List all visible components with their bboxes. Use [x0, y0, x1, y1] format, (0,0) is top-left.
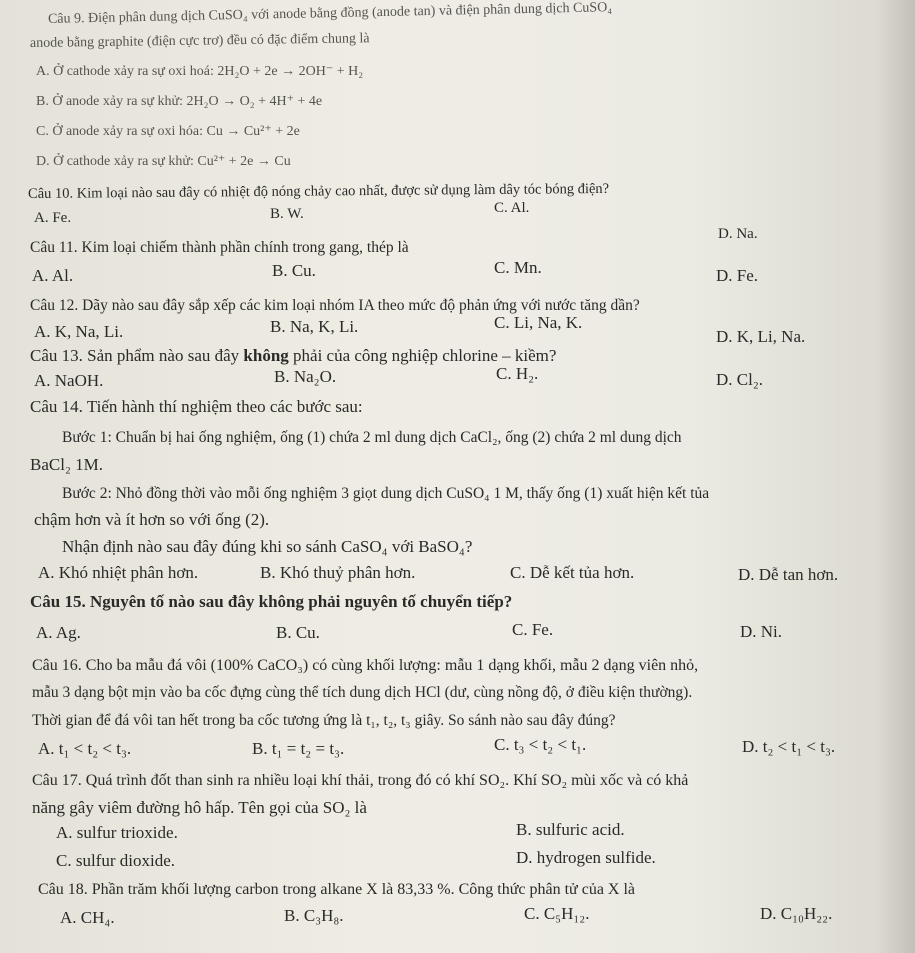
q16-option-d: D. t₂ < t₁ < t₃.	[742, 737, 836, 756]
q12-option-c: C. Li, Na, K.	[494, 313, 583, 332]
q16-stem-line1: Câu 16. Cho ba mẫu đá vôi (100% CaCO₃) có cùng khối lượng: mẫu 1 dạng khối, mẫu 2 dạng viên nhỏ,	[32, 657, 699, 674]
q17-stem-line1: Câu 17. Quá trình đốt than sinh ra nhiều loại khí thải, trong đó có khí SO₂. Khí SO₂ mùi xốc và có khả	[32, 772, 689, 789]
q18-option-a: A. CH₄.	[60, 908, 115, 927]
q15-stem-pre: Câu 15. Nguyên tố nào sau đây	[30, 592, 259, 611]
q13-stem-emphasis: không	[243, 346, 289, 365]
q16-stem-line2: mẫu 3 dạng bột mịn vào ba cốc đựng cùng thể tích dung dịch HCl (dư, cùng nồng độ, ở điều kiện thường).	[32, 684, 693, 701]
q15-stem-post: phải nguyên tố chuyển tiếp?	[303, 592, 513, 611]
q14-option-a: A. Khó nhiệt phân hơn.	[38, 563, 199, 582]
q15-option-d: D. Ni.	[740, 622, 783, 641]
q16-stem-line3: Thời gian để đá vôi tan hết trong ba cốc tương ứng là t₁, t₂, t₃ giây. So sánh nào sau đây đúng?	[32, 712, 616, 729]
q18-option-c: C. C₅H₁₂.	[524, 904, 590, 923]
q13-stem	[30, 346, 556, 366]
q14-step1-line1: Bước 1: Chuẩn bị hai ống nghiệm, ống (1) chứa 2 ml dung dịch CaCl₂, ống (2) chứa 2 ml dung dịch	[62, 429, 682, 446]
q16-option-a: A. t₁ < t₂ < t₃.	[38, 739, 132, 758]
page-edge-shadow	[877, 0, 915, 953]
q14-stem: Câu 14. Tiến hành thí nghiệm theo các bước sau:	[30, 397, 363, 416]
q10-option-a: A. Fe.	[34, 210, 72, 226]
q14-option-c: C. Dễ kết tủa hơn.	[510, 563, 635, 582]
q10-option-c: C. Al.	[494, 200, 530, 216]
q9-option-c: C. Ở anode xảy ra sự oxi hóa: Cu → Cu²⁺ + 2e	[36, 124, 300, 139]
q12-option-b: B. Na, K, Li.	[270, 317, 359, 336]
q15-option-b: B. Cu.	[276, 623, 320, 642]
q15-option-c: C. Fe.	[512, 620, 554, 639]
q16-option-c: C. t₃ < t₂ < t₁.	[494, 735, 587, 754]
q9-option-a: A. Ở cathode xảy ra sự oxi hoá: 2H₂O + 2e → 2OH⁻ + H₂	[36, 64, 364, 79]
q15-stem	[30, 592, 512, 612]
q13-option-d: D. Cl₂.	[716, 370, 764, 389]
q9-option-d: D. Ở cathode xảy ra sự khử: Cu²⁺ + 2e → Cu	[36, 154, 291, 169]
q18-option-b: B. C₃H₈.	[284, 906, 344, 925]
q10-stem: Câu 10. Kim loại nào sau đây có nhiệt độ nóng chảy cao nhất, được sử dụng làm dây tóc bóng điện?	[27, 180, 610, 202]
q9-option-b: B. Ở anode xảy ra sự khử: 2H₂O → O₂ + 4H⁺ + 4e	[36, 94, 323, 109]
q18-option-d: D. C₁₀H₂₂.	[760, 904, 833, 923]
q10-option-b: B. W.	[270, 206, 304, 222]
q11-option-d: D. Fe.	[716, 266, 759, 285]
q17-stem-line2: năng gây viêm đường hô hấp. Tên gọi của SO₂ là	[32, 798, 367, 817]
q13-option-a: A. NaOH.	[34, 371, 104, 390]
q17-option-d: D. hydrogen sulfide.	[516, 848, 656, 867]
q13-option-b: B. Na₂O.	[274, 367, 337, 386]
q14-option-b: B. Khó thuỷ phân hơn.	[260, 563, 416, 582]
q11-option-a: A. Al.	[32, 266, 74, 285]
q11-option-c: C. Mn.	[494, 258, 542, 277]
q13-option-c: C. H₂.	[496, 364, 539, 383]
q17-option-a: A. sulfur trioxide.	[56, 823, 178, 842]
q12-option-d: D. K, Li, Na.	[716, 327, 806, 346]
q12-stem: Câu 12. Dãy nào sau đây sắp xếp các kim loại nhóm IA theo mức độ phản ứng với nước tăng dần?	[30, 297, 640, 314]
q15-option-a: A. Ag.	[36, 623, 81, 642]
q12-option-a: A. K, Na, Li.	[34, 322, 124, 341]
q18-stem: Câu 18. Phần trăm khối lượng carbon trong alkane X là 83,33 %. Công thức phân tử của X là	[38, 881, 636, 898]
q14-step1-line2: BaCl₂ 1M.	[30, 455, 103, 474]
q13-stem-post: phải của công nghiệp chlorine – kiềm?	[288, 346, 557, 365]
q9-stem-line2: anode bằng graphite (điện cực trơ) đều có đặc điểm chung là	[29, 31, 370, 51]
q11-option-b: B. Cu.	[272, 261, 316, 280]
q17-option-b: B. sulfuric acid.	[516, 820, 625, 839]
q14-question: Nhận định nào sau đây đúng khi so sánh CaSO₄ với BaSO₄?	[62, 537, 473, 556]
q17-option-c: C. sulfur dioxide.	[56, 851, 175, 870]
q15-stem-emphasis: không	[258, 592, 304, 611]
q14-step2-line1: Bước 2: Nhỏ đồng thời vào mỗi ống nghiệm 3 giọt dung dịch CuSO₄ 1 M, thấy ống (1) xuất hiện kết tủa	[62, 485, 710, 502]
q13-stem-pre: Câu 13. Sản phẩm nào sau đây	[30, 346, 244, 365]
q10-option-d: D. Na.	[718, 226, 758, 242]
q11-stem: Câu 11. Kim loại chiếm thành phần chính trong gang, thép là	[30, 239, 409, 256]
q16-option-b: B. t₁ = t₂ = t₃.	[252, 739, 345, 758]
q14-option-d: D. Dễ tan hơn.	[738, 565, 839, 584]
q14-step2-line2: chậm hơn và ít hơn so với ống (2).	[34, 510, 270, 529]
q9-stem-line1: Câu 9. Điện phân dung dịch CuSO₄ với anode bằng đồng (anode tan) và điện phân dung dịch CuSO₄	[47, 0, 613, 27]
